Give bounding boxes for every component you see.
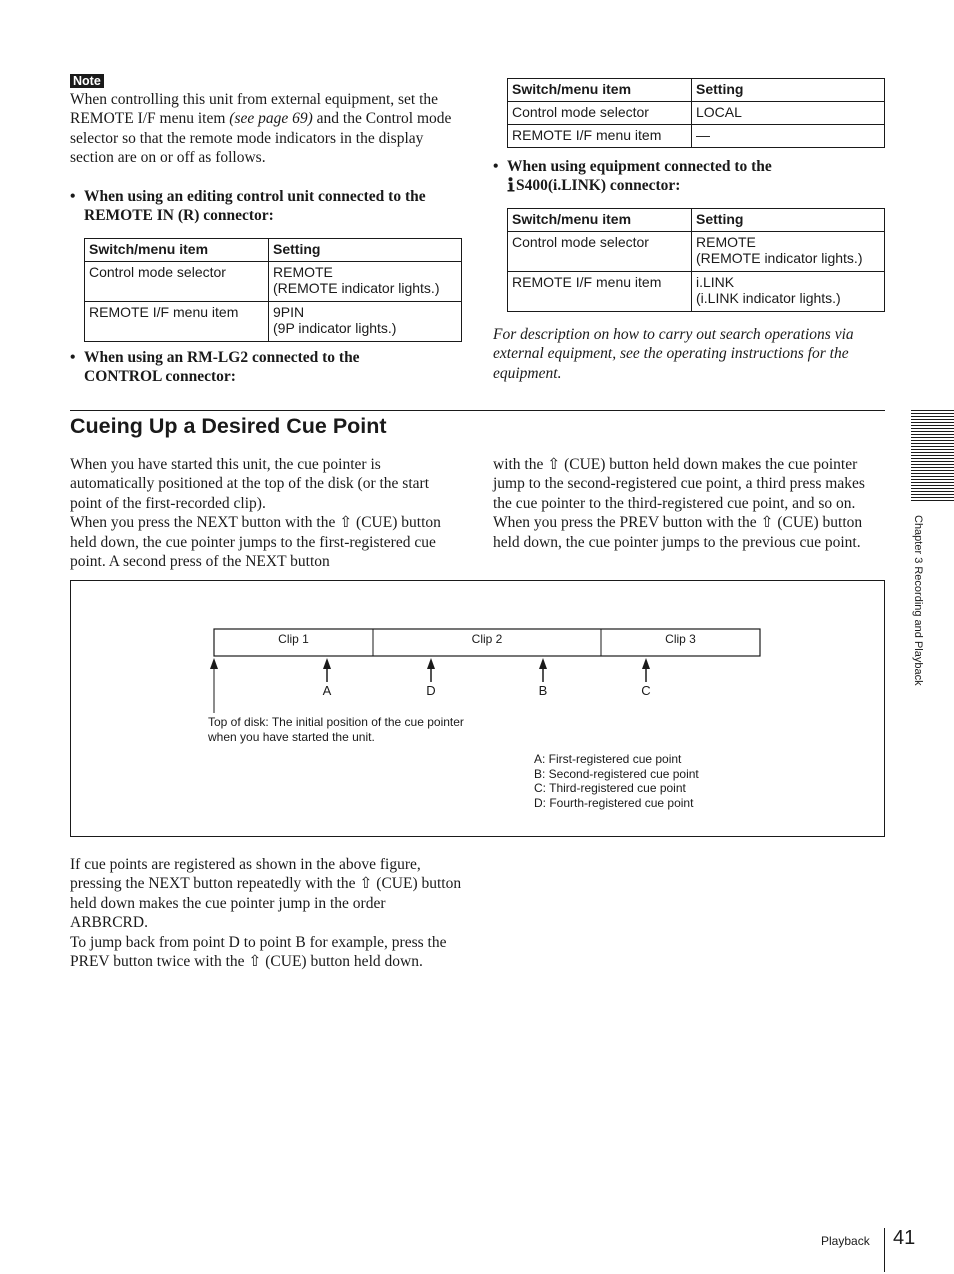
note-page-ref: (see page 69) <box>229 110 313 128</box>
setting-value: REMOTE <box>696 234 756 250</box>
bullet-ilink: • When using equipment connected to the S400(i.LINK) connector: <box>493 158 772 195</box>
table-row <box>508 102 885 125</box>
setting-value: REMOTE <box>273 264 333 280</box>
table-control <box>507 78 885 148</box>
after-figure-text <box>70 855 462 971</box>
caption-line: Top of disk: The initial position of the cue pointer <box>208 715 464 729</box>
page-number: 41 <box>893 1227 916 1249</box>
marker-label-c: C <box>641 683 651 698</box>
paragraph: with the ⇧ (CUE) button held down makes the cue pointer jump to the second-registered cue point, a third press makes the cue pointer to the third-registered cue point, and so on. <box>493 456 865 512</box>
setting-note: (i.LINK indicator lights.) <box>696 290 841 306</box>
setting-note: (REMOTE indicator lights.) <box>273 280 440 296</box>
setting-value: 9PIN <box>273 304 305 320</box>
cell-setting <box>692 232 885 272</box>
bullet-ilink-line1: When using equipment connected to the <box>507 158 772 175</box>
top-of-disk-arrow-head <box>210 658 218 669</box>
legend-item: B: Second-registered cue point <box>534 766 699 781</box>
bullet-editing-text: When using an editing control unit connected to the REMOTE IN (R) connector: <box>84 188 426 225</box>
marker-label-a: A <box>322 683 332 698</box>
table-row <box>508 125 885 148</box>
cue-marker-d <box>427 658 435 682</box>
cell-item: Control mode selector <box>85 262 269 302</box>
legend-item: C: Third-registered cue point <box>534 781 686 795</box>
paragraph: If cue points are registered as shown in the above figure, pressing the NEXT button repeatedly with the ⇧ (CUE) button held down makes the cue pointer jump in the order ARBRCRD. <box>70 856 462 932</box>
bullet-ilink-line2: S400(i.LINK) connector: <box>516 177 681 195</box>
setting-note: (REMOTE indicator lights.) <box>696 250 863 266</box>
chapter-tab-stripes <box>911 410 954 501</box>
legend-item: A: First-registered cue point <box>534 752 682 766</box>
bullet-editing: • When using an editing control unit connected to the REMOTE IN (R) connector: <box>70 187 462 227</box>
section-col1 <box>70 455 462 571</box>
header-item: Switch/menu item <box>508 209 692 232</box>
table-row <box>508 232 885 272</box>
header-setting: Setting <box>269 239 462 262</box>
note-badge-wrap <box>70 72 104 90</box>
table-row <box>508 272 885 312</box>
cell-setting <box>692 272 885 312</box>
header-setting: Setting <box>692 209 885 232</box>
cell-setting: LOCAL <box>692 102 885 125</box>
search-note: For description on how to carry out search operations via external equipment, see the operating instructions for the equipment. <box>493 326 854 382</box>
paragraph: When you press the NEXT button with the ⇧ (CUE) button held down, the cue pointer jumps to the first-registered cue point. A second press of the NEXT button <box>70 514 441 571</box>
cell-setting <box>269 262 462 302</box>
cue-marker-c <box>642 658 650 682</box>
header-item: Switch/menu item <box>85 239 269 262</box>
paragraph: When you have started this unit, the cue pointer is automatically positioned at the top of the disk (or the start point of the first-recorded clip). <box>70 456 429 512</box>
clip-label-1: Clip 1 <box>278 632 309 646</box>
section-rule <box>70 410 885 411</box>
footer-divider <box>884 1228 885 1272</box>
bullet-rmlg2: • When using an RM-LG2 connected to the CONTROL connector: <box>70 348 462 388</box>
bullet-rmlg2-text: When using an RM-LG2 connected to the CONTROL connector: <box>84 349 360 386</box>
table-header-row <box>85 239 462 262</box>
paragraph: When you press the PREV button with the ⇧ (CUE) button held down, the cue pointer jumps to the previous cue point. <box>493 514 863 551</box>
table-ilink <box>507 208 885 312</box>
paragraph: To jump back from point D to point B for example, press the PREV button twice with the ⇧ (CUE) button held down. <box>70 933 447 971</box>
header-setting: Setting <box>692 79 885 102</box>
table-row <box>85 262 462 302</box>
header-item: Switch/menu item <box>508 79 692 102</box>
cue-marker-b <box>539 658 547 682</box>
note-text-after: and the Control mode selector so that the remote mode indicators in the display section are on or off as follows. <box>70 110 452 167</box>
caption-line: when you have started the unit. <box>208 729 375 744</box>
marker-label-b: B <box>538 683 548 698</box>
cell-item: Control mode selector <box>508 232 692 272</box>
chapter-label: Chapter 3 Recording and Playback <box>912 515 924 686</box>
clip-label-2: Clip 2 <box>471 632 503 646</box>
cell-item: REMOTE I/F menu item <box>508 272 692 312</box>
cell-item: Control mode selector <box>508 102 692 125</box>
cell-setting <box>269 302 462 342</box>
cell-item: REMOTE I/F menu item <box>508 125 692 148</box>
top-of-disk-caption <box>208 715 528 744</box>
cell-item: REMOTE I/F menu item <box>85 302 269 342</box>
table-row <box>85 302 462 342</box>
cell-setting: — <box>692 125 885 148</box>
ilink-icon <box>507 177 516 192</box>
cue-legend <box>534 752 774 810</box>
setting-value: i.LINK <box>696 274 735 290</box>
marker-label-d: D <box>426 683 436 698</box>
note-text <box>70 90 462 168</box>
footer-section: Playback <box>821 1234 870 1248</box>
note-text-before: When controlling this unit from external equipment, set the REMOTE I/F menu item <box>70 91 439 128</box>
section-title: Cueing Up a Desired Cue Point <box>70 414 387 438</box>
table-header-row <box>508 79 885 102</box>
cue-point-figure <box>70 580 885 837</box>
setting-note: (9P indicator lights.) <box>273 320 397 336</box>
clip-label-3: Clip 3 <box>665 632 696 646</box>
legend-item: D: Fourth-registered cue point <box>534 795 694 810</box>
section-col2 <box>493 455 885 552</box>
table-remote-in <box>84 238 462 342</box>
table-header-row <box>508 209 885 232</box>
note-badge: Note <box>70 74 104 88</box>
cue-marker-a <box>323 658 331 682</box>
